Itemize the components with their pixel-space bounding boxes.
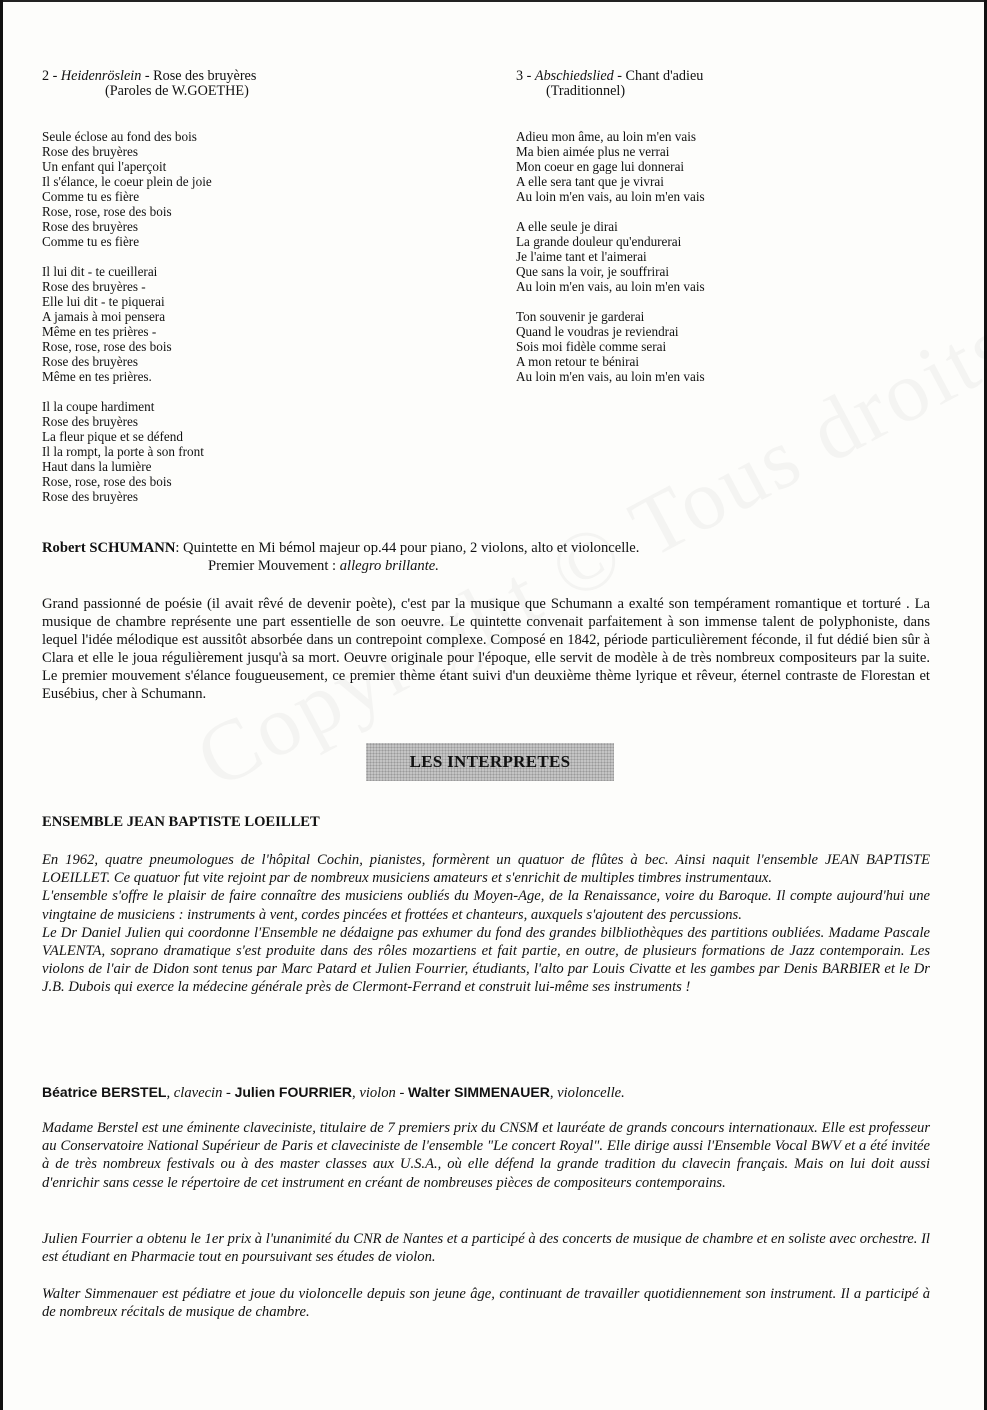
poem-number: 3 - (516, 68, 535, 84)
poem-line: Rose, rose, rose des bois (42, 339, 172, 354)
poem-heidenroslein (42, 69, 256, 519)
poem-subtitle: (Paroles de W.GOETHE) (105, 83, 249, 99)
poem-line: La fleur pique et se défend (42, 429, 183, 444)
poem-title-french: - Chant d'adieu (613, 68, 704, 84)
poem-stanza (516, 129, 705, 204)
poem-line: Rose, rose, rose des bois (42, 474, 172, 489)
separator: - (395, 1085, 408, 1101)
poem-line: Rose des bruyères - (42, 279, 146, 294)
poem-line: Même en tes prières - (42, 324, 157, 339)
poem-line: Rose des bruyères (42, 354, 138, 369)
poem-stanza (42, 264, 256, 384)
poem-line: Rose, rose, rose des bois (42, 204, 172, 219)
poem-line: Ma bien aimée plus ne verrai (516, 144, 670, 159)
poem-line: Rose des bruyères (42, 219, 138, 234)
composer-name: Robert SCHUMANN (42, 540, 176, 556)
ensemble-text (42, 851, 930, 997)
poem-number: 2 - (42, 68, 61, 84)
poem-line: Il lui dit - te cueillerai (42, 264, 158, 279)
work-title: : Quintette en Mi bémol majeur op.44 pour piano, 2 violons, alto et violoncelle. (175, 540, 640, 556)
poem-line: Seule éclose au fond des bois (42, 129, 197, 144)
ensemble-paragraph: L'ensemble s'offre le plaisir de faire connaître des musiciens oubliés du Moyen-Age, de la Renaissance, voire du Baroque. Il compte aujourd'hui une vingtaine de musiciens : instruments à vent, cordes pincées et frottées et chanteurs, auxquels s'ajoutent des percussions. (42, 888, 930, 923)
poem-line: Elle lui dit - te piquerai (42, 294, 165, 309)
page-left-edge (0, 0, 3, 1410)
poem-stanza (42, 129, 256, 249)
poem-line: Mon coeur en gage lui donnerai (516, 159, 685, 174)
poem-line: La grande douleur qu'endurerai (516, 234, 682, 249)
poem-line: Haut dans la lumière (42, 459, 152, 474)
poem-line: Que sans la voir, je souffrirai (516, 264, 670, 279)
separator: - (222, 1085, 235, 1101)
movement-label: Premier Mouvement : (208, 558, 340, 574)
poem-line: A elle sera tant que je vivrai (516, 174, 664, 189)
poem-line: Ton souvenir je garderai (516, 309, 645, 324)
performer-name: Julien FOURRIER (234, 1084, 353, 1100)
poem-line: A jamais à moi pensera (42, 309, 166, 324)
poem-line: Même en tes prières. (42, 369, 152, 384)
poem-line: Il la rompt, la porte à son front (42, 444, 204, 459)
performer-name: Béatrice BERSTEL (42, 1084, 167, 1100)
movement-tempo: allegro brillante. (339, 558, 439, 574)
poem-line: A mon retour te bénirai (516, 354, 640, 369)
page-top-edge (0, 0, 987, 2)
poem-line: Comme tu es fière (42, 189, 140, 204)
poem-line: Sois moi fidèle comme serai (516, 339, 667, 354)
poem-line: Rose des bruyères (42, 144, 138, 159)
schumann-paragraph: Grand passionné de poésie (il avait rêvé de devenir poète), c'est par la musique que Schumann a exalté son tempérament romantique et torturé . La musique de chambre représente une part essentielle de son oeuvre. Le quintette convenait parfaitement à son immense talent de polyphoniste, dans lequel l'idée mélodique est aussitôt absorbée dans un contrepoint complexe. Composé en 1842, période particulièrement féconde, il fut dédié bien sûr à Clara et elle le joua régulièrement jusqu'à sa mort. Oeuvre originale pour l'époque, elle servit de modèle à de très nombreux compositeurs par la suite. Le premier mouvement s'élance fougueusement, ce premier thème étant suivi d'un deuxième thème lyrique et rêveur, éternel contraste de Florestan et Eusébius, cher à Schumann. (42, 596, 930, 702)
poem-line: Comme tu es fière (42, 234, 140, 249)
poem-line: Il la coupe hardiment (42, 399, 155, 414)
ensemble-heading: ENSEMBLE JEAN BAPTISTE LOEILLET (42, 814, 320, 830)
poem-stanzas (42, 129, 256, 504)
poem-title-french: - Rose des bruyères (141, 68, 257, 84)
poem-abschiedslied (516, 69, 705, 399)
poem-line: Je l'aime tant et l'aimerai (516, 249, 647, 264)
performer-instrument: , clavecin (166, 1085, 223, 1101)
poem-title-german: Abschiedslied (534, 68, 614, 84)
section-title-banner (366, 743, 614, 781)
poem-line: Rose des bruyères (42, 414, 138, 429)
schumann-work-heading (42, 539, 932, 575)
ensemble-paragraph: Le Dr Daniel Julien qui coordonne l'Ensemble ne dédaigne pas exhumer du fond des grandes bilbliothèques des partitions oubliées. Madame Pascale VALENTA, soprano dramatique s'est produite dans des rôles mozartiens et fait partie, en outre, de plusieurs formations de Jazz contemporain. Les violons de l'air de Didon sont tenus par Marc Patard et Julien Fourrier, étudiants, l'alto par Louis Civatte et les gambes par Denis BARBIER et le Dr J.B. Dubois qui exerce la médecine générale près de Clermont-Ferrand et construit lui-même ses instruments ! (42, 924, 930, 996)
performer-instrument: , violoncelle. (549, 1085, 625, 1101)
poem-line: Un enfant qui l'aperçoit (42, 159, 167, 174)
poem-line: Il s'élance, le coeur plein de joie (42, 174, 212, 189)
bio-fourrier: Julien Fourrier a obtenu le 1er prix à l'unanimité du CNR de Nantes et a participé à des concerts de musique de chambre et en soliste avec orchestre. Il est étudiant en Pharmacie tout en poursuivant ses études de violon. (42, 1231, 930, 1266)
ensemble-paragraph: En 1962, quatre pneumologues de l'hôpital Cochin, pianistes, formèrent un quatuor de flûtes à bec. Ainsi naquit l'ensemble JEAN BAPTISTE LOEILLET. Ce quatuor fut vite rejoint par de nombreux musiciens amateurs et s'enrichit de multiples timbres instrumentaux. (42, 852, 930, 887)
movement-line (42, 557, 932, 575)
bio-berstel: Madame Berstel est une éminente claveciniste, titulaire de 7 premiers prix du CNSM et lauréate de grands concours internationaux. Elle est professeur au Conservatoire National Supérieur de Paris et claveciniste de l'ensemble "Le concert Royal". Elle dirige aussi l'Ensemble Vocal BWV et a été invitée à de très nombreux festivals ou à des master classes aux U.S.A., où elle défend la grande tradition du clavecin français. Mais on lui doit aussi d'enrichir sans cesse le répertoire de cet instrument en créant de nombreuses pièces de compositeurs contemporains. (42, 1120, 930, 1191)
poem-title (42, 69, 256, 99)
poem-stanza (42, 399, 256, 504)
poem-line: Au loin m'en vais, au loin m'en vais (516, 279, 705, 294)
bio-simmenauer: Walter Simmenauer est pédiatre et joue du violoncelle depuis son jeune âge, continuant de travailler quotidiennement son instrument. Il a participé à de nombreux récitals de musique de chambre. (42, 1286, 930, 1321)
poem-subtitle: (Traditionnel) (546, 83, 626, 99)
poem-line: A elle seule je dirai (516, 219, 618, 234)
poem-line: Quand le voudras je reviendrai (516, 324, 679, 339)
poem-line: Au loin m'en vais, au loin m'en vais (516, 369, 705, 384)
poem-line: Adieu mon âme, au loin m'en vais (516, 129, 697, 144)
poem-line: Au loin m'en vais, au loin m'en vais (516, 189, 705, 204)
poem-title-german: Heidenröslein (60, 68, 142, 84)
poem-stanza (516, 309, 705, 384)
poem-stanzas (516, 129, 705, 384)
performers-line (42, 1084, 625, 1102)
performer-name: Walter SIMMENAUER (408, 1084, 550, 1100)
performer-instrument: , violon (352, 1085, 396, 1101)
poem-line: Rose des bruyères (42, 489, 138, 504)
poem-stanza (516, 219, 705, 294)
poem-title (516, 69, 705, 99)
section-title: LES INTERPRETES (409, 752, 571, 771)
